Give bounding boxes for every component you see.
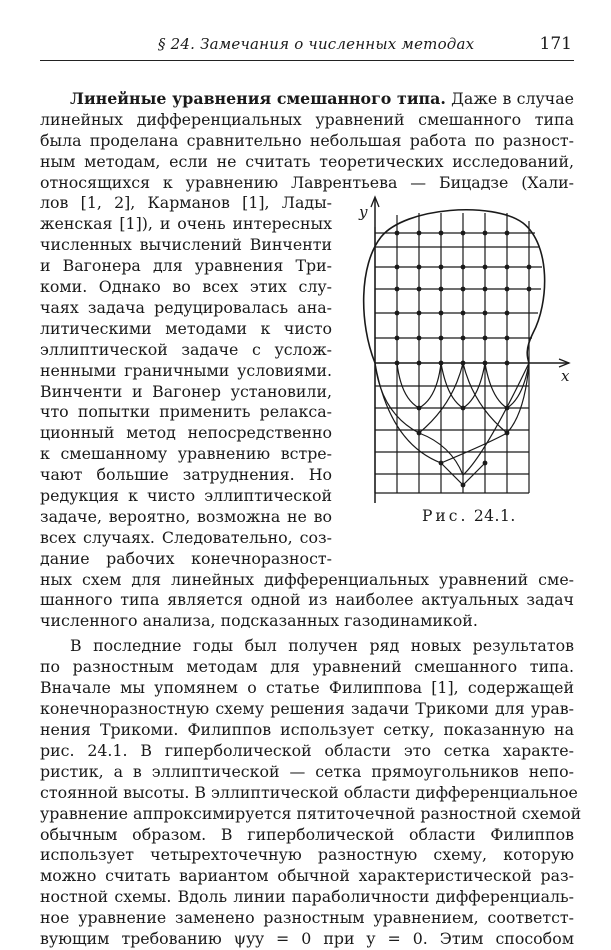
grid-node — [527, 265, 532, 270]
caption-number: 24.1. — [473, 507, 516, 525]
grid-node — [395, 336, 400, 341]
text-line: женская [1]), и очень интересных — [40, 214, 332, 233]
text-line: чаях задача редуцировалась ана- — [40, 298, 332, 317]
text-line: относящихся к уравнению Лаврентьева — Бицадзе (Хали- — [40, 173, 574, 192]
characteristic-arc — [419, 363, 529, 475]
grid-node — [483, 361, 488, 366]
grid-node — [395, 311, 400, 316]
grid-node — [395, 361, 400, 366]
text-line: задаче, вероятно, возможна не во — [40, 507, 332, 526]
grid-node — [417, 311, 422, 316]
text-line: нения Трикоми. Филиппов использует сетку, показанную на — [40, 720, 574, 739]
grid-node — [395, 265, 400, 270]
text-line: литическими методами к чисто — [40, 319, 332, 338]
section-run-in-title: Линейные уравнения смешанного типа. — [70, 89, 446, 108]
text-line: использует четырехточечную разностную схему, которую — [40, 845, 574, 864]
text-line: ристик, а в эллиптической — сетка прямоугольников непо- — [40, 762, 574, 781]
text-line: что попытки применить релакса- — [40, 402, 332, 421]
grid-node — [417, 287, 422, 292]
grid-node — [461, 265, 466, 270]
grid-node — [439, 461, 444, 466]
text-line: ных схем для линейных дифференциальных уравнений сме- — [40, 570, 574, 589]
text-line: Винченти и Вагонер установили, — [40, 382, 332, 401]
grid-node — [439, 361, 444, 366]
text-line: и Вагонера для уравнения Три- — [40, 256, 332, 275]
figure-24-1 — [355, 193, 580, 505]
grid-node — [417, 231, 422, 236]
grid-node — [417, 406, 422, 411]
text-line: к смешанному уравнению встре- — [40, 444, 332, 463]
grid-node — [483, 461, 488, 466]
grid-node — [505, 311, 510, 316]
page-number: 171 — [539, 34, 572, 54]
grid-node — [439, 265, 444, 270]
grid-node — [527, 287, 532, 292]
text-line: стоянной высоты. В эллиптической области дифференциальное — [40, 783, 578, 802]
grid-node — [505, 406, 510, 411]
grid-node — [483, 311, 488, 316]
grid-node — [505, 431, 510, 436]
running-head: § 24. Замечания о численных методах — [158, 35, 475, 53]
grid-node — [417, 336, 422, 341]
grid-node — [461, 406, 466, 411]
text-line: линейных дифференциальных уравнений смешанного типа — [40, 110, 574, 129]
text-line: по разностным методам для уравнений смешанного типа. — [40, 657, 574, 676]
text-line: ное уравнение заменено разностным уравнением, соответст- — [40, 908, 574, 927]
grid-node — [461, 336, 466, 341]
figure-caption — [422, 507, 516, 525]
grid-node — [395, 287, 400, 292]
text-run: Даже в случае — [451, 89, 574, 108]
text-line: шанного типа является одной из наиболее актуальных задач — [40, 590, 574, 609]
grid-node — [461, 231, 466, 236]
grid-node — [395, 231, 400, 236]
grid-node — [461, 361, 466, 366]
grid-node — [483, 287, 488, 292]
grid-node — [439, 287, 444, 292]
text-line: конечноразностную схему решения задачи Трикоми для урав- — [40, 699, 574, 718]
grid-node — [505, 287, 510, 292]
x-axis-label: x — [561, 367, 570, 385]
grid-node — [483, 265, 488, 270]
text-line: вующим требованию ψyy = 0 при y = 0. Этим способом — [40, 929, 574, 948]
grid-node — [439, 231, 444, 236]
text-line: рис. 24.1. В гиперболической области это сетка характе- — [40, 741, 574, 760]
text-line: чают большие затруднения. Но — [40, 465, 332, 484]
grid-node — [417, 431, 422, 436]
caption-prefix: Рис. — [422, 507, 469, 525]
grid-node — [505, 361, 510, 366]
text-line: всех случаях. Следовательно, соз- — [40, 528, 332, 547]
grid-node — [483, 336, 488, 341]
text-line: ностной схемы. Вдоль линии параболичности дифференциаль- — [40, 887, 574, 906]
text-line: ненными граничными условиями. — [40, 361, 332, 380]
text-line: коми. Однако во всех этих слу- — [40, 277, 332, 296]
grid-node — [505, 231, 510, 236]
grid-node — [461, 287, 466, 292]
grid-node — [483, 231, 488, 236]
grid-node — [505, 265, 510, 270]
grid-node — [461, 311, 466, 316]
grid-node — [417, 265, 422, 270]
grid-node — [505, 336, 510, 341]
y-axis-label: y — [359, 203, 368, 221]
text-line: дание рабочих конечноразност- — [40, 549, 332, 568]
text-line: лов [1, 2], Карманов [1], Лады- — [40, 193, 332, 212]
paragraph-1-line-1 — [70, 88, 574, 110]
text-line: Вначале мы упомянем о статье Филиппова [1], содержащей — [40, 678, 574, 697]
text-line: численных вычислений Винченти — [40, 235, 332, 254]
grid-node — [461, 483, 466, 488]
text-line: В последние годы был получен ряд новых результатов — [70, 636, 574, 655]
grid-node — [417, 361, 422, 366]
text-line: можно считать вариантом обычной характеристической раз- — [40, 866, 574, 885]
text-line: эллиптической задаче с услож- — [40, 340, 332, 359]
text-line: редукция к чисто эллиптической — [40, 486, 332, 505]
text-line: ным методам, если не считать теоретических исследований, — [40, 152, 574, 171]
text-line: уравнение аппроксимируется пятиточечной разностной схемой — [40, 804, 582, 823]
text-line: была проделана сравнительно небольшая работа по разност- — [40, 131, 574, 150]
grid-node — [439, 311, 444, 316]
text-line: ционный метод непосредственно — [40, 423, 332, 442]
grid-node — [439, 336, 444, 341]
text-line: обычным образом. В гиперболической области Филиппов — [40, 825, 574, 844]
page-header — [40, 32, 574, 61]
text-line: численного анализа, подсказанных газодинамикой. — [40, 611, 478, 630]
